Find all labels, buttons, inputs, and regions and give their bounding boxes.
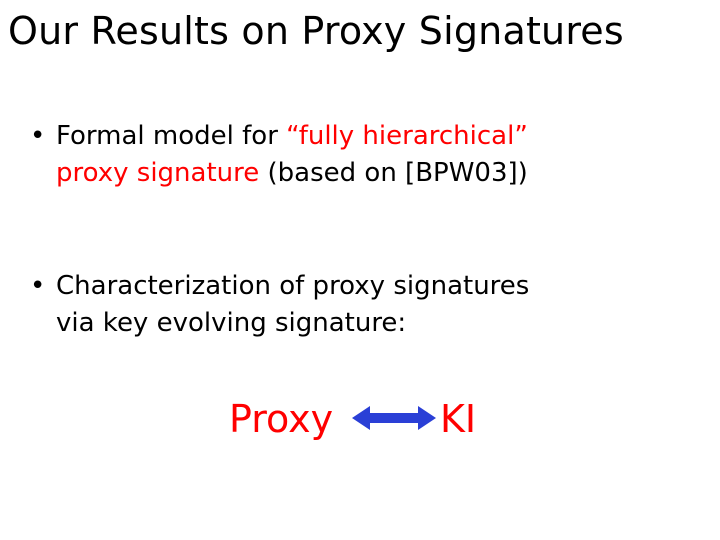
- bullet-line: Characterization of proxy signatures: [56, 271, 530, 301]
- bullet-line: [56, 155, 528, 192]
- bullet-dot: •: [30, 121, 46, 151]
- relation-left-term: Proxy: [229, 397, 334, 441]
- bullet-line: [56, 118, 528, 155]
- bullet-line: via key evolving signature:: [56, 308, 407, 338]
- bullet-dot: •: [30, 271, 46, 301]
- slide-title: Our Results on Proxy Signatures: [8, 9, 624, 53]
- relation-right-term: KI: [440, 397, 477, 441]
- equivalence-relation: [0, 394, 720, 444]
- highlight-text: proxy signature: [56, 158, 260, 188]
- highlight-text: “fully hierarchical”: [286, 121, 528, 151]
- bullet-text: (based on [BPW03]): [259, 158, 528, 188]
- bullet-text: Formal model for: [56, 121, 287, 151]
- double-headed-arrow-icon: [352, 403, 436, 433]
